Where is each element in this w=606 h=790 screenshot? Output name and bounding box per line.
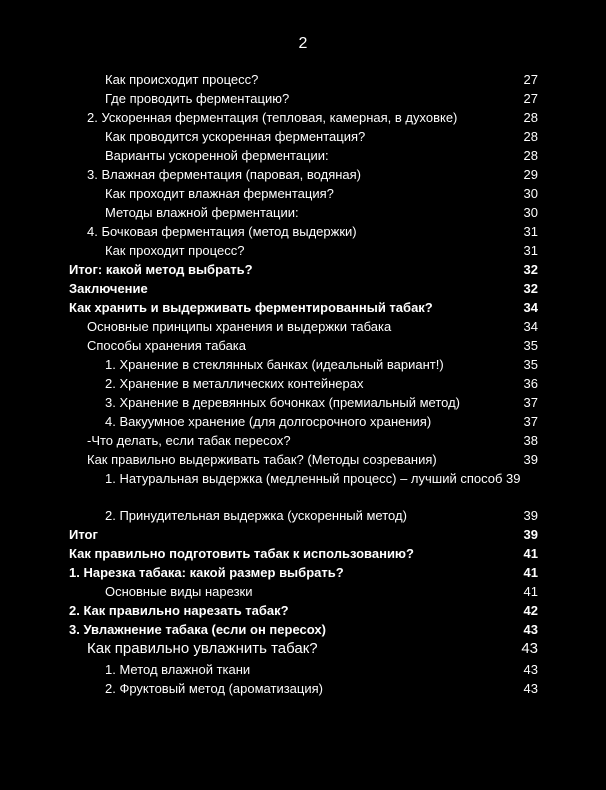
- page-number: 2: [298, 35, 308, 52]
- toc-entry-title: 4. Вакуумное хранение (для долгосрочного хранения): [105, 414, 432, 429]
- toc-entry-title: 1. Хранение в стеклянных банках (идеальный вариант!): [105, 357, 444, 372]
- toc-entry-page: 31: [523, 224, 538, 239]
- toc-entry[interactable]: [0, 471, 606, 505]
- toc-entry-page: 35: [523, 338, 538, 353]
- toc-entry[interactable]: [0, 129, 606, 145]
- toc-entry-title: 1. Натуральная выдержка (медленный процесс) – лучший способ 39: [105, 471, 521, 486]
- toc-entry-page: 36: [523, 376, 538, 391]
- toc-entry-title: Как правильно подготовить табак к использованию?: [69, 546, 414, 561]
- toc-entry-page: 43: [523, 622, 538, 637]
- toc-entry-title: 3. Влажная ферментация (паровая, водяная): [87, 167, 362, 182]
- toc-entry-page: 27: [523, 91, 538, 106]
- toc-entry[interactable]: [0, 319, 606, 335]
- toc-entry[interactable]: [0, 281, 606, 297]
- toc-entry[interactable]: [0, 167, 606, 183]
- toc-entry[interactable]: [0, 584, 606, 600]
- toc-entry-page: 39: [523, 527, 538, 542]
- toc-entry-title: Как проводится ускоренная ферментация?: [105, 129, 366, 144]
- toc-entry[interactable]: [0, 357, 606, 373]
- toc-entry-title: 2. Принудительная выдержка (ускоренный метод): [105, 508, 407, 523]
- toc-entry-page: 34: [523, 319, 538, 334]
- toc-entry[interactable]: [0, 300, 606, 316]
- toc-entry-title: Как правильно выдерживать табак? (Методы созревания): [87, 452, 437, 467]
- toc-entry[interactable]: [0, 527, 606, 543]
- toc-entry-page: 43: [521, 640, 538, 657]
- toc-entry-page: 34: [523, 300, 538, 315]
- toc-entry-title: 2. Хранение в металлических контейнерах: [105, 376, 364, 391]
- toc-entry-title: 2. Ускоренная ферментация (тепловая, камерная, в духовке): [87, 110, 458, 125]
- toc-entry-page: 39: [523, 452, 538, 467]
- toc-entry-page: 30: [523, 205, 538, 220]
- toc-entry-title: Где проводить ферментацию?: [105, 91, 290, 106]
- toc-entry-title: Как проходит процесс?: [105, 243, 245, 258]
- toc-entry[interactable]: [0, 452, 606, 468]
- toc-entry-page: 35: [523, 357, 538, 372]
- toc-entry-page: 38: [523, 433, 538, 448]
- toc-entry-page: 28: [523, 110, 538, 125]
- toc-entry-page: 30: [523, 186, 538, 201]
- toc-entry[interactable]: [0, 338, 606, 354]
- toc-entry[interactable]: [0, 622, 606, 638]
- toc-entry[interactable]: [0, 681, 606, 697]
- toc-entry[interactable]: [0, 641, 606, 657]
- toc-entry-page: 27: [523, 72, 538, 87]
- toc-entry[interactable]: [0, 662, 606, 678]
- toc-entry-title: Как правильно увлажнить табак?: [87, 640, 318, 657]
- toc-entry[interactable]: [0, 110, 606, 126]
- toc-entry-title: -Что делать, если табак пересох?: [87, 433, 291, 448]
- toc-entry-title: 4. Бочковая ферментация (метод выдержки): [87, 224, 357, 239]
- toc-entry[interactable]: [0, 395, 606, 411]
- toc-entry[interactable]: [0, 603, 606, 619]
- toc-entry[interactable]: [0, 508, 606, 524]
- toc-entry-page: 32: [523, 281, 538, 296]
- toc-entry-title: Способы хранения табака: [87, 338, 247, 353]
- toc-entry-title: Заключение: [69, 281, 148, 296]
- toc-entry[interactable]: [0, 91, 606, 107]
- toc-entry-page: 32: [523, 262, 538, 277]
- toc-entry-page: 41: [523, 584, 538, 599]
- toc-entry[interactable]: [0, 72, 606, 88]
- toc-entry-page: 42: [523, 603, 538, 618]
- toc-entry-page: 28: [523, 148, 538, 163]
- toc-entry[interactable]: [0, 262, 606, 278]
- toc-entry-title: Методы влажной ферментации:: [105, 205, 299, 220]
- toc-entry-page: 37: [523, 414, 538, 429]
- toc-entry[interactable]: [0, 148, 606, 164]
- toc-entry-page: 43: [523, 662, 538, 677]
- toc-entry-title: Как хранить и выдерживать ферментированный табак?: [69, 300, 433, 315]
- toc-entry-page: 37: [523, 395, 538, 410]
- toc-entry-title: 2. Фруктовый метод (ароматизация): [105, 681, 323, 696]
- toc-entry-page: 28: [523, 129, 538, 144]
- toc-entry[interactable]: [0, 243, 606, 259]
- toc-entry[interactable]: [0, 433, 606, 449]
- toc-entry-title: 3. Хранение в деревянных бочонках (премиальный метод): [105, 395, 460, 410]
- toc-entry[interactable]: [0, 205, 606, 221]
- toc-entry[interactable]: [0, 376, 606, 392]
- toc-entry-page: 29: [523, 167, 538, 182]
- toc-entry-page: 39: [523, 508, 538, 523]
- toc-entry-page: 43: [523, 681, 538, 696]
- toc-entry-title: Основные виды нарезки: [105, 584, 253, 599]
- toc-entry-title: Как происходит процесс?: [105, 72, 259, 87]
- toc-entry-page: 41: [523, 565, 538, 580]
- toc-entry[interactable]: [0, 414, 606, 430]
- toc-entry[interactable]: [0, 186, 606, 202]
- toc-entry-title: 1. Метод влажной ткани: [105, 662, 251, 677]
- toc-entry-page: 41: [523, 546, 538, 561]
- toc-entry-title: Итог: [69, 527, 98, 542]
- toc-entry-title: Варианты ускоренной ферментации:: [105, 148, 329, 163]
- toc-entry-title: 2. Как правильно нарезать табак?: [69, 603, 289, 618]
- toc-entry-title: 1. Нарезка табака: какой размер выбрать?: [69, 565, 344, 580]
- toc-entry[interactable]: [0, 224, 606, 240]
- toc-entry-title: 3. Увлажнение табака (если он пересох): [69, 622, 326, 637]
- toc-entry[interactable]: [0, 546, 606, 562]
- toc-entry-page: 31: [523, 243, 538, 258]
- toc-entry-title: Итог: какой метод выбрать?: [69, 262, 253, 277]
- toc-entry[interactable]: [0, 565, 606, 581]
- toc-entry-title: Основные принципы хранения и выдержки табака: [87, 319, 392, 334]
- toc-entry-title: Как проходит влажная ферментация?: [105, 186, 334, 201]
